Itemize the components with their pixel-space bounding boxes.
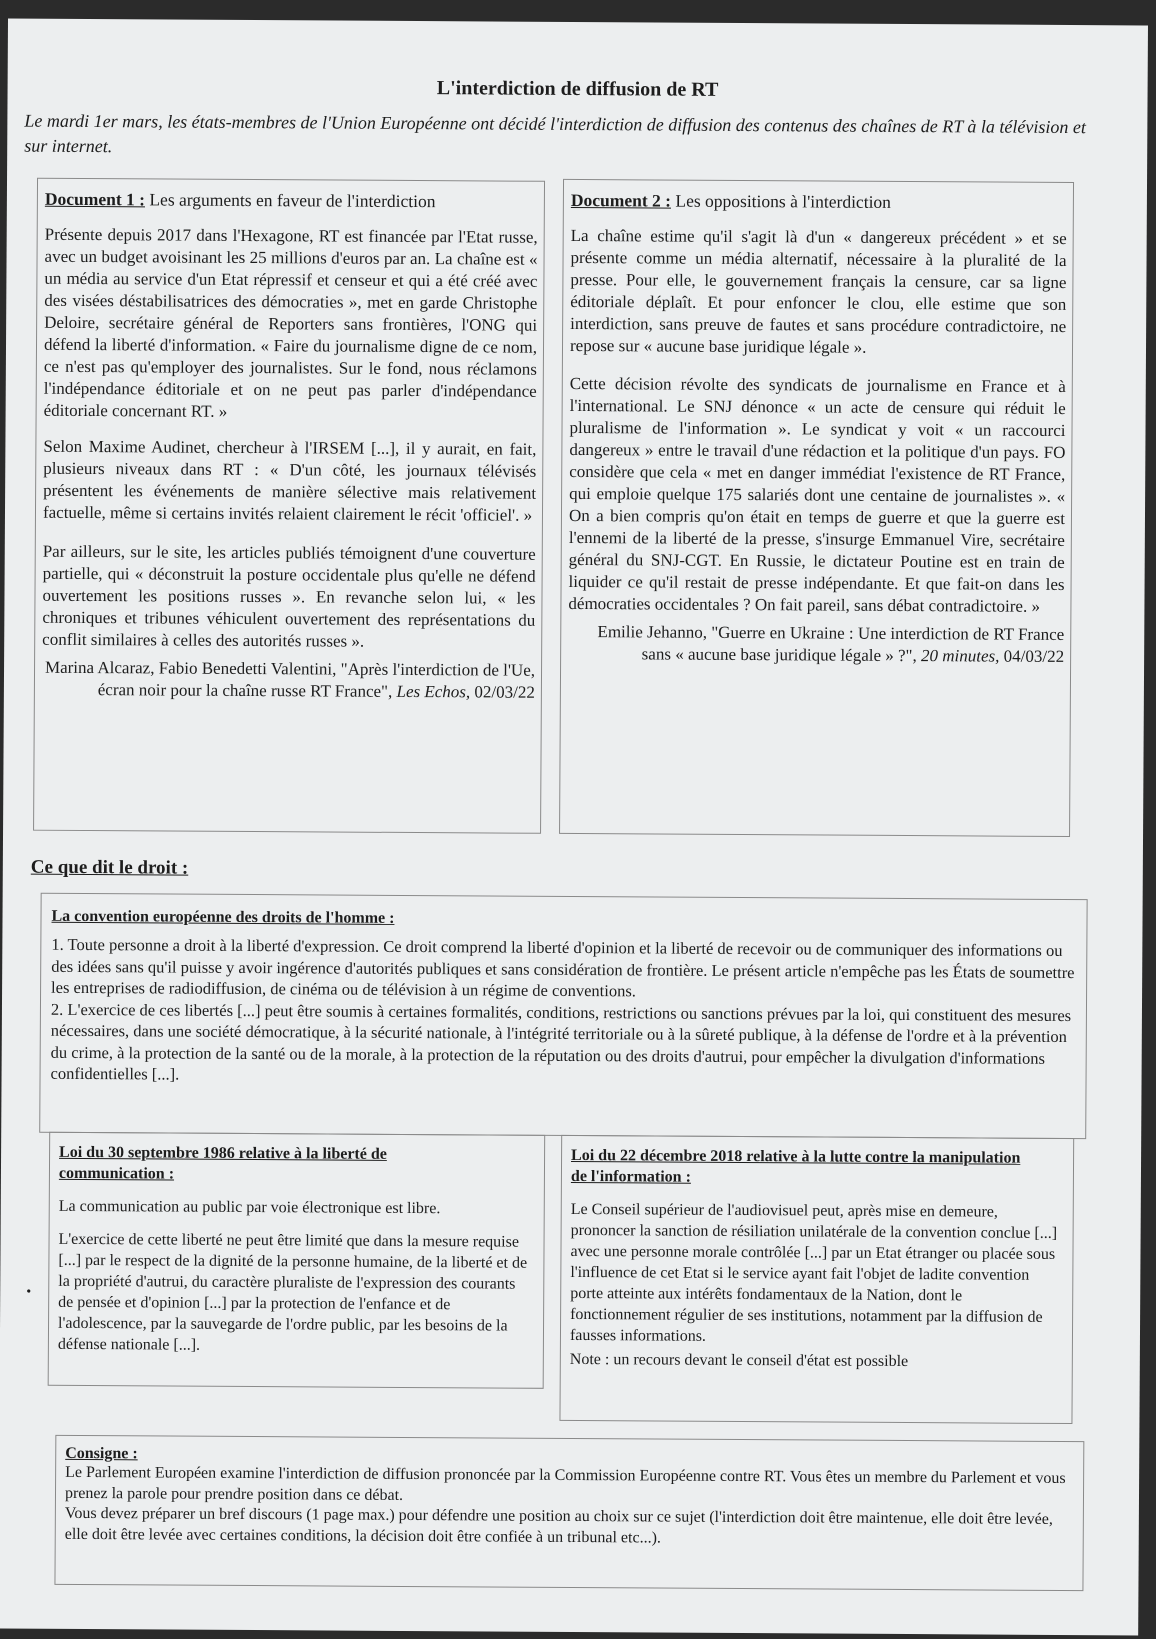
source-journal: Les Echos, [396,681,471,702]
document-1-paragraph: Par ailleurs, sur le site, les articles publiés témoignent d'une couverture partielle, qui « déconstruit la posture occidentale plus qu'elle ne défend ouvertement les positions russes ». En revanche selon lui, « les chroniques et tribunes véhiculent ouvertement des représentations du conflit similaires à celles des autorités russes ». [42,541,536,651]
document-2-paragraph: La chaîne estime qu'il s'agit là d'un « dangereux précédent » et se présente comme un média alternatif, nécessaire à la pluralité de la presse. Pour elle, le gouvernement français la censure, car sa ligne éditoriale déplaît. Et pour enfoncer le clou, elle estime que son interdiction, sans preuve de fautes et sans procédure contradictoire, ne repose sur « aucune base juridique légale ». [569,225,1067,357]
document-2-label: Document 2 : [570,189,672,211]
intro-text: Le mardi 1er mars, les états-membres de l'Union Européenne ont décidé l'interdiction de diffusion des contenus des chaînes de RT à la télévision et sur internet. [24,110,1086,157]
document-2-heading [571,190,1073,214]
source-date: 04/03/22 [1003,646,1065,666]
source-authors: Emilie Jehanno, "Guerre en Ukraine : Une interdiction de RT France sans « aucune base juridique légale » ?", [597,622,1065,666]
instructions-paragraph: Vous devez préparer un bref discours (1 page max.) pour défendre une position au choix sur ce sujet (l'interdiction doit être maintenue, elle doit être levée, elle doit être levée avec certaines conditions, la décision doit être confiée à un tribunal etc...). [64,1504,1053,1547]
instructions-heading: Consigne : [65,1444,138,1463]
document-2-source [561,621,1070,668]
law-1986-paragraph: L'exercice de cette liberté ne peut être limité que dans la mesure requise [...] par le respect de la dignité de la personne humaine, de la liberté et de la propriété d'autrui, du caractère pluraliste de l'expression des courants de pensée et d'opinion [...] par la protection de l'enfance et de l'adolescence, par la sauvegarde de l'ordre public, par les besoins de la défense nationale [...]. [57,1230,528,1354]
law-1986-heading: Loi du 30 septembre 1986 relative à la liberté de communication : [58,1143,387,1183]
law-2018-paragraph: Le Conseil supérieur de l'audiovisuel peut, après mise en demeure, prononcer la sanction de résiliation unilatérale de la convention conclue [...] avec une personne morale contrôlée [...] par un Etat étranger ou placée sous l'influence de cet Etat si le service ayant fait l'objet de ladite convention porte atteinte aux intérêts fondamentaux de la Nation, dont le fonctionnement régulier de ses institutions, notamment par la diffusion de fausses informations. [569,1200,1058,1345]
document-1-box [33,178,545,834]
law-section-heading: Ce que dit le droit : [30,856,189,879]
document-2-paragraph: Cette décision révolte des syndicats de journalisme en France et à l'international. Le SNJ dénonce « un acte de censure qui réduit le pluralisme de l'information ». Le syndicat y voit « un raccourci dangereux » entre le travail d'une rédaction et la politique d'un pays. FO considère que cela « met en danger immédiat l'existence de RT France, qui emploie quelque 175 salariés dont une centaine de journalistes ». « On a bien compris qu'on était en temps de guerre et que la guerre est l'ennemi de la liberté de la presse, s'insurge Emmanuel Vire, secrétaire général du SNJ-CGT. En Russie, le dictateur Poutine est en train de liquider ce qu'il restait de presse indépendante. Et que fait-on dans les démocraties occidentales ? On fait pareil, sans débat contradictoire. » [568,373,1066,616]
instructions-box [54,1435,1084,1591]
convention-article-2: 2. L'exercice de ces libertés [...] peut être soumis à certaines formalités, conditions, restrictions ou sanctions prévues par la loi, qui constituent des mesures nécessaires, dans une société démocratique, à la sécurité nationale, à l'intégrité territoriale ou à la sûreté publique, à la défense de l'ordre et à la prévention du crime, à la protection de la santé ou de la morale, à la protection de la réputation ou des droits d'autrui, pour empêcher la divulgation d'informations confidentielles [...]. [50,999,1072,1084]
convention-heading: La convention européenne des droits de l'homme : [51,907,395,927]
margin-bullet: • [26,1284,32,1300]
page-title: L'interdiction de diffusion de RT [436,77,719,101]
source-journal: 20 minutes, [920,646,1000,666]
document-2-title: Les oppositions à l'interdiction [675,190,892,212]
law-1986-box [48,1132,546,1389]
document-1-title: Les arguments en faveur de l'interdiction [149,189,436,212]
law-2018-box [559,1135,1074,1424]
document-2-box [559,179,1074,837]
worksheet-page [0,19,1148,1636]
law-2018-heading: Loi du 22 décembre 2018 relative à la lutte contre la manipulation de l'information : [570,1146,1021,1186]
convention-box [39,893,1087,1139]
instructions-paragraph: Le Parlement Européen examine l'interdiction de diffusion prononcée par la Commission Européenne contre RT. Vous êtes un membre du Parlement et vous prenez la parole pour prendre position dans ce débat. [64,1463,1066,1504]
law-2018-note: Note : un recours devant le conseil d'état est possible [569,1350,909,1371]
document-1-heading [45,189,544,213]
document-1-paragraph: Présente depuis 2017 dans l'Hexagone, RT est financée par l'Etat russe, avec un budget avoisinant les 25 millions d'euros par an. La chaîne est « un média au service d'un Etat répressif et censeur et qui a été créé avec des visées déstabilisatrices des démocraties », met en garde Christophe Deloire, secrétaire général de Reporters sans frontières, l'ONG qui défend la liberté d'information. « Faire du journalisme digne de ce nom, ce n'est pas qu'employer des journalistes. Sur le fond, nous réclamons l'indépendance éditoriale et on ne peut pas parler d'indépendance éditoriale concernant RT. » [43,224,538,421]
source-date: 02/03/22 [474,682,535,702]
document-1-source [35,657,541,704]
law-1986-paragraph: La communication au public par voie électronique est libre. [58,1197,441,1218]
document-1-paragraph: Selon Maxime Audinet, chercheur à l'IRSEM [...], il y aurait, en fait, plusieurs niveaux dans RT : « D'un côté, les journaux télévisés présentent les événements de manière sélective mais relativement factuelle, même si certains invités relaient clairement le récit 'officiel'. » [42,436,537,525]
source-authors: Marina Alcaraz, Fabio Benedetti Valentini, "Après l'interdiction de l'Ue, écran noir pour la chaîne russe RT France", [44,657,536,701]
convention-article-1: 1. Toute personne a droit à la liberté d'expression. Ce droit comprend la liberté d'opinion et la liberté de recevoir ou de communiquer des informations ou des idées sans qu'il puisse y avoir ingérence d'autorités publiques et sans considération de frontière. Le présent article n'empêche pas les États de soumettre les entreprises de radiodiffusion, de cinéma ou de télévision à un régime de conventions. [51,934,1075,1001]
document-1-label: Document 1 : [44,188,146,210]
